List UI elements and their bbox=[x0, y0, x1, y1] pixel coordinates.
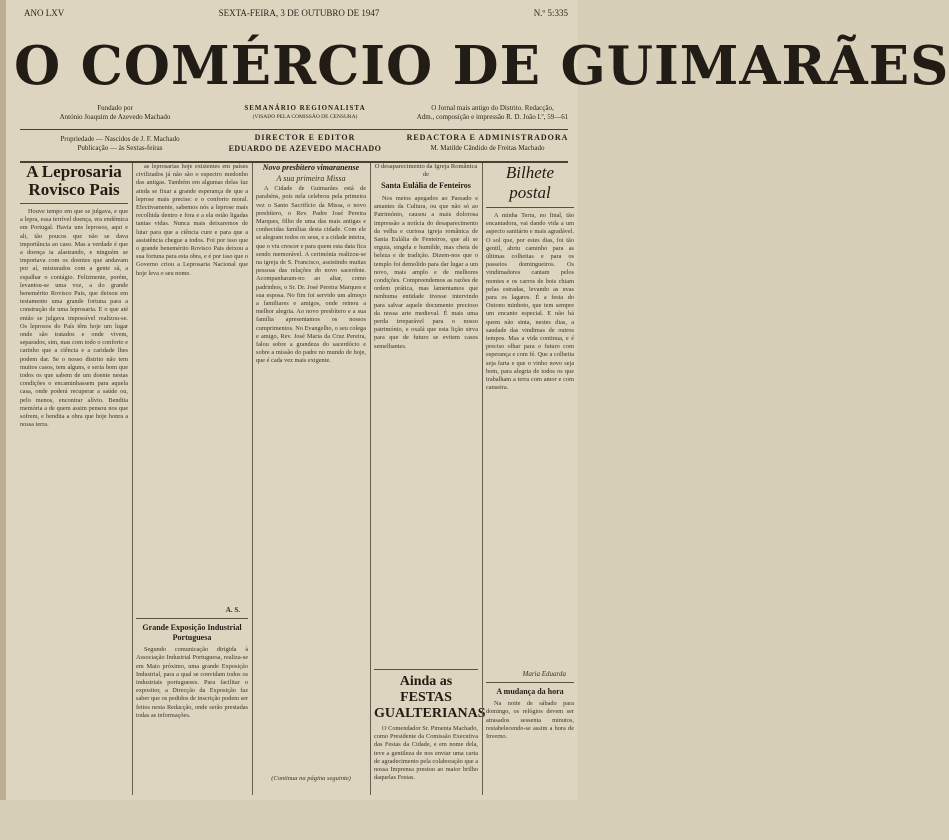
masthead: O COMÉRCIO DE GUIMARÃES bbox=[14, 35, 949, 97]
signature: Maria Eduarda bbox=[522, 670, 566, 678]
article-body: as leprosarias hoje existentes em países civilizados já não são o espectro medonho das antigas. Também em algumas delas faz ainda se fixar a grande esperança de que a leprose mais precise: e o conforto moral. Efectivamente, sabemos nós a leprose mais recolhida dentro e fora e a ela estão ligadas tantas vidas. Nunca mais deixaremos de lutar para que a ciência cure e para que a assistência chegue a todos. Foi por isso que o grande benemérito Rovisco Pais deixou a sua fortuna para esta obra, e é por isso que o Governo criou a Leprosaria Nacional que hoje leva o seu nome. bbox=[136, 163, 248, 277]
article-title: Novo presbítero vimaranense bbox=[262, 163, 360, 172]
column-rule bbox=[252, 163, 253, 795]
article-title-line2: Santa Eulália de Fenteiros bbox=[381, 181, 471, 190]
article-title: A Leprosaria Rovisco Pais bbox=[26, 162, 122, 199]
article-title-line1: O desaparecimento da Igreja Românica de bbox=[374, 163, 478, 178]
founder-block: Fundado por António Joaquim de Azevedo Machado bbox=[59, 104, 171, 121]
article-title-hora: A mudança da hora bbox=[496, 687, 564, 697]
date-label: SEXTA-FEIRA, 3 DE OUTUBRO DE 1947 bbox=[218, 8, 380, 18]
article-fenteiros bbox=[374, 163, 486, 795]
subheader bbox=[20, 104, 570, 128]
article-continuation bbox=[136, 163, 248, 795]
article-body: Segundo comunicação dirigida à Associação Industrial Portuguesa, realiza-se em Maio próximo, uma grande Exposição Industrial, para a qual se convidam todos os industriais portugueses. Para facilitar o expositor, a Direcção da Exposição faz saber que os pedidos de inscrição podem ser feitos nesta Redacção, onde serão prestadas todas as informações. bbox=[136, 646, 248, 719]
article-title-festas: Ainda as FESTAS GUALTERIANAS bbox=[374, 674, 486, 721]
issue-number: N.º 5:335 bbox=[533, 8, 568, 18]
article-body: A minha Terra, no final, tão encantadora, vai dando vida a um aspecto sanitário e mais agradável. O sol que, por estes dias, foi tão gentil, abriu caminho para as últimas colheitas e para os passeios domingueiros. Os vindimadores cantam pelos montes e os carros de bois chiam pelas estradas, levando as uvas para os lagares. É a festa do Outono minhoto, que tem sempre um encanto especial. E não há quem não sinta, nestes dias, a saudade das vindimas de outros tempos. Mas a vida continua, e é preciso olhar para o futuro com esperança e com fé. Que a colheita seja farta e que o vinho novo seja bom, para alegria de todos os que trabalham a terra com amor e com canseira. bbox=[486, 212, 574, 392]
year-label: ANO LXV bbox=[24, 8, 65, 18]
article-body: Houve tempo em que se julgava, e que a lepra, essa terrível doença, era endémica em Portugal. Havia uns leprosos, aqui e ali, tão poucos que não se dava importância ao caso. Mas a verdade é que a doença ia alastrando, e ninguém se importava com os doentes que andavam por aí, misturados com a gente sã, a espalhar o contágio. Felizmente, porém, levantou-se uma voz, a do grande benemérito Rovisco Pais, que deixou em testamento uma grande fortuna para a construção de uma leprosaria. E o que até então se julgava impossível realizou-se. Os leprosos do País têm hoje um lugar onde são tratados e onde vivem, separados, sim, mas com todo o conforto e carinho que a ciência e a caridade lhes podem dar. Se o nosso distrito não tem muitos casos, tem alguns, e seria bom que todos os que sabem de um doente nestas condições o encaminhassem para aquela casa, onde poderá recuperar a saúde ou, pelo menos, encontrar alívio. Bendita memória a de quem assim pensou nos que sofrem, e bendita a obra que hoje honra a nossa terra. bbox=[20, 208, 128, 429]
header-rule-top bbox=[20, 129, 568, 130]
oldest-block: O Jornal mais antigo do Distrito. Redacção, Adm., composição e impressão R. D. João I.º, 59—61 bbox=[416, 104, 569, 121]
column-rule bbox=[370, 163, 371, 795]
article-bilhete bbox=[486, 163, 574, 795]
continued-note: (Continua na página seguinte) bbox=[271, 775, 351, 783]
article-subtitle: A sua primeira Missa bbox=[276, 174, 346, 183]
director-block: DIRECTOR E EDITOR EDUARDO DE AZEVEDO MACHADO bbox=[228, 133, 382, 153]
article-body: Nos meios apegados ao Passado e amantes da Cultura, ou que não só ao Património, causou a mais dolorosa impressão a notícia do desaparecimento da velha e curiosa igreja românica de Santa Eulália de Fenteiros, que ali se erguia, singela e humilde, mas cheia de beleza e de tradição. Dizem-nos que o templo foi demolido para dar lugar a um novo, mais amplo e de melhores condições. Compreendemos as razões de ordem prática, mas lamentamos que nenhuma entidade tivesse intervindo para salvar aquele documento precioso da nossa arte medieval. É mais uma perda irreparável para o nosso património, e oxalá que esta lição sirva para que de futuro se evitem casos semelhantes. bbox=[374, 195, 478, 350]
article-body: Na noite de sábado para domingo, os relógios devem ser atrasados sessenta minutos, restabelecendo-se assim a hora de Inverno. bbox=[486, 700, 574, 741]
signature: A. S. bbox=[225, 606, 240, 614]
column-rule bbox=[132, 163, 133, 795]
weekly-block: SEMANÁRIO REGIONALISTA (VISADO PELA COMISSÃO DE CENSURA) bbox=[244, 104, 366, 120]
staff-box bbox=[20, 131, 568, 161]
redaction-block: REDACTORA E ADMINISTRADORA M. Matilde Cândido de Freitas Machado bbox=[406, 133, 569, 152]
article-title-exposicao: Grande Exposição Industrial Portuguesa bbox=[142, 623, 242, 643]
article-leprosaria bbox=[20, 163, 128, 795]
article-presbitero bbox=[256, 163, 366, 795]
article-body: A Cidade de Guimarães está de parabéns, pois nela celebrou pela primeira vez o Santo Sacrifício da Missa, o novo presbítero, o Rev. Padre José Pereira Marques, filho de uma das mais antigas e conhecidas famílias desta cidade. Com ele se alegram todos os seus, e a cidade inteira, que o viu crescer e para quem esta data fica sendo memorável. A cerimónia realizou-se na igreja de S. Francisco, assistindo muitas pessoas das relações do novo sacerdote. Acompanharam-no ao altar, como padrinhos, o Sr. Dr. José Pereira Marques e sua esposa. No fim foi servido um almoço a familiares e amigos, onde reinou a melhor alegria. Ao novo presbítero e a sua família apresentamos os nossos cumprimentos. No Evangelho, o seu colega e amigo, Rev. José Maria da Cruz Pereira, falou sobre a grandeza do sacerdócio e sobre a missão do padre no mundo de hoje, que é cada vez mais exigente. bbox=[256, 185, 366, 365]
owner-block: Propriedade — Nascidos de J. F. Machado Publicação — às Sextas-feiras bbox=[60, 135, 180, 152]
article-title: Bilhete postal bbox=[505, 163, 555, 202]
article-body: O Comendador Sr. Pimenta Machado, como Presidente da Comissão Executiva das Festas da Cidade, e em nome dela, teve a gentileza de nos enviar uma carta de agradecimento pela colaboração que a nossa Imprensa prestou ao maior brilho daquelas Festas. bbox=[374, 725, 478, 782]
column-rule bbox=[482, 163, 483, 795]
dateline bbox=[24, 6, 568, 20]
